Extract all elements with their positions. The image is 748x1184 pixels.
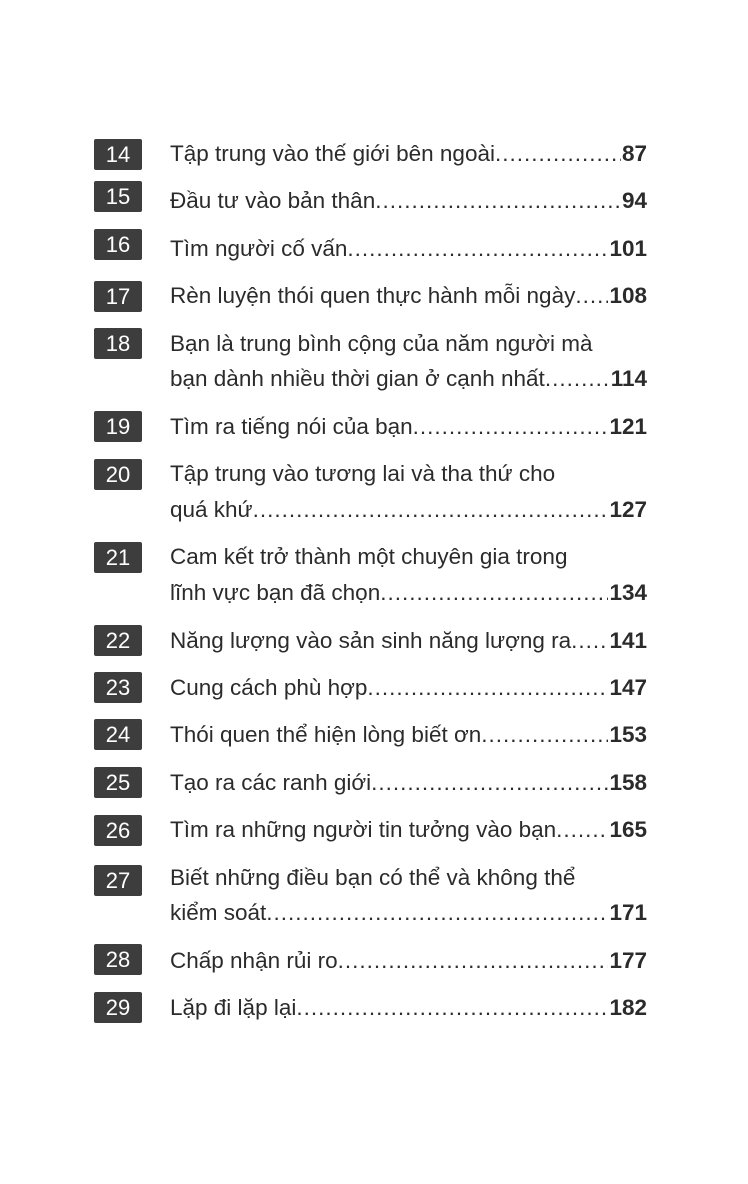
chapter-title-line <box>170 231 647 267</box>
chapter-number-badge: 18 <box>94 328 142 359</box>
chapter-number-badge: 21 <box>94 542 142 573</box>
chapter-number-badge: 19 <box>94 411 142 442</box>
chapter-title: Thói quen thể hiện lòng biết ơn <box>170 722 482 747</box>
chapter-title-line <box>170 670 647 706</box>
chapter-title: Đầu tư vào bản thân <box>170 188 376 213</box>
chapter-title: Tạo ra các ranh giới <box>170 770 372 795</box>
chapter-title: Chấp nhận rủi ro <box>170 948 338 973</box>
chapter-number-badge: 26 <box>94 815 142 846</box>
chapter-title: Cam kết trở thành một chuyên gia trong <box>170 544 568 569</box>
chapter-number-badge: 16 <box>94 229 142 260</box>
chapter-title-line <box>170 860 647 896</box>
chapter-title-line <box>170 278 647 314</box>
page-number: 158 <box>609 770 647 795</box>
chapter-number-badge: 25 <box>94 767 142 798</box>
chapter-title: Tập trung vào thế giới bên ngoài <box>170 141 495 166</box>
chapter-title: Tập trung vào tương lai và tha thứ cho <box>170 461 556 486</box>
chapter-number-badge: 14 <box>94 139 142 170</box>
chapter-number-badge: 24 <box>94 719 142 750</box>
chapter-title: Bạn là trung bình cộng của năm người mà <box>170 331 593 356</box>
page-number: 153 <box>609 722 647 747</box>
chapter-title-line <box>170 623 647 659</box>
chapter-title: Tìm người cố vấn <box>170 236 348 261</box>
page-number: 127 <box>609 497 647 522</box>
chapter-title: Tìm ra những người tin tưởng vào bạn <box>170 817 557 842</box>
chapter-title-line <box>170 539 647 575</box>
chapter-number-badge: 20 <box>94 459 142 490</box>
chapter-number-badge: 15 <box>94 181 142 212</box>
dot-leader <box>375 183 621 219</box>
chapter-number-badge: 17 <box>94 281 142 312</box>
dot-leader <box>371 765 608 801</box>
chapter-title: Tìm ra tiếng nói của bạn <box>170 414 413 439</box>
chapter-title-line <box>170 575 647 611</box>
chapter-title-line <box>170 990 647 1026</box>
chapter-number-badge: 29 <box>94 992 142 1023</box>
dot-leader <box>347 231 608 267</box>
chapter-title-line <box>170 456 647 492</box>
chapter-title-line <box>170 326 647 362</box>
chapter-title-line <box>170 895 647 931</box>
chapter-title-line <box>170 717 647 753</box>
dot-leader <box>253 492 609 528</box>
page-number: 87 <box>621 141 647 166</box>
dot-leader <box>338 943 609 979</box>
chapter-title: kiểm soát <box>170 900 267 925</box>
page-number: 114 <box>610 366 647 391</box>
chapter-title-line <box>170 136 647 172</box>
chapter-title: lĩnh vực bạn đã chọn <box>170 580 381 605</box>
chapter-title: Cung cách phù hợp <box>170 675 368 700</box>
chapter-title: Lặp đi lặp lại <box>170 995 297 1020</box>
dot-leader <box>495 136 621 172</box>
page-number: 101 <box>609 236 647 261</box>
dot-leader <box>575 278 608 314</box>
chapter-title-line <box>170 765 647 801</box>
chapter-title: quá khứ <box>170 497 253 522</box>
dot-leader <box>367 670 608 706</box>
page-number: 171 <box>609 900 647 925</box>
page-number: 165 <box>609 817 647 842</box>
chapter-title: Năng lượng vào sản sinh năng lượng ra <box>170 628 572 653</box>
dot-leader <box>266 895 608 931</box>
page-number: 108 <box>609 283 647 308</box>
chapter-number-badge: 23 <box>94 672 142 703</box>
dot-leader <box>380 575 608 611</box>
chapter-title-line <box>170 812 647 848</box>
chapter-title-line <box>170 361 647 397</box>
chapter-title: bạn dành nhiều thời gian ở cạnh nhất <box>170 366 545 391</box>
dot-leader <box>556 812 608 848</box>
page-number: 147 <box>609 675 647 700</box>
chapter-title: Biết những điều bạn có thể và không thể <box>170 865 576 890</box>
page-number: 134 <box>609 580 647 605</box>
page-number: 94 <box>621 188 647 213</box>
dot-leader <box>571 623 608 659</box>
chapter-number-badge: 28 <box>94 944 142 975</box>
dot-leader <box>481 717 608 753</box>
chapter-title-line <box>170 492 647 528</box>
chapter-title-line <box>170 943 647 979</box>
chapter-title: Rèn luyện thói quen thực hành mỗi ngày <box>170 283 576 308</box>
chapter-title-line <box>170 409 647 445</box>
chapter-number-badge: 22 <box>94 625 142 656</box>
page-number: 121 <box>609 414 647 439</box>
dot-leader <box>545 361 610 397</box>
page-number: 177 <box>609 948 647 973</box>
page-number: 141 <box>609 628 647 653</box>
chapter-title-line <box>170 183 647 219</box>
dot-leader <box>296 990 608 1026</box>
dot-leader <box>413 409 609 445</box>
page-number: 182 <box>609 995 647 1020</box>
chapter-number-badge: 27 <box>94 865 142 896</box>
